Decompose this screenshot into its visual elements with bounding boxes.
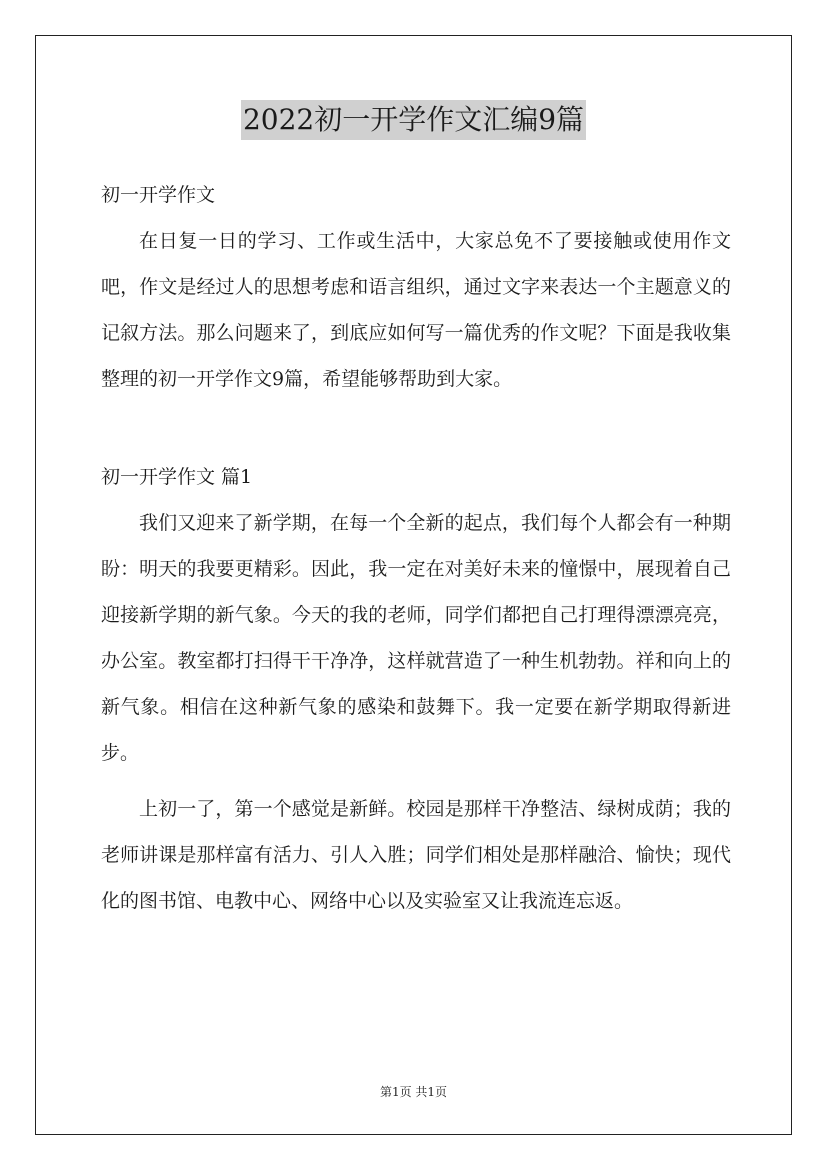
section-1-paragraph-1: 我们又迎来了新学期，在每一个全新的起点，我们每个人都会有一种期盼：明天的我要更精彩。因此，我一定在对美好未来的憧憬中，展现着自己迎接新学期的新气象。今天的我的老师，同学们都把自己打理得漂漂亮亮，办公室。教室都打扫得干干净净，这样就营造了一种生机勃勃。祥和向上的新气象。相信在这种新气象的感染和鼓舞下。我一定要在新学期取得新进步。 bbox=[101, 512, 731, 764]
section-1-paragraph-2: 上初一了，第一个感觉是新鲜。校园是那样干净整洁、绿树成荫；我的老师讲课是那样富有活力、引人入胜；同学们相处是那样融洽、愉快；现代化的图书馆、电教中心、网络中心以及实验室又让我流连忘返。 bbox=[101, 798, 731, 912]
document-body bbox=[101, 172, 731, 924]
page-number: 第1页 共1页 bbox=[379, 1085, 448, 1099]
document-title: 2022初一开学作文汇编9篇 bbox=[241, 100, 586, 140]
page-footer bbox=[0, 1083, 827, 1100]
intro-paragraph: 在日复一日的学习、工作或生活中，大家总免不了要接触或使用作文吧，作文是经过人的思想考虑和语言组织，通过文字来表达一个主题意义的记叙方法。那么问题来了，到底应如何写一篇优秀的作文呢？下面是我收集整理的初一开学作文9篇，希望能够帮助到大家。 bbox=[101, 230, 731, 390]
intro-heading: 初一开学作文 bbox=[101, 184, 216, 206]
section-1-heading: 初一开学作文 篇1 bbox=[101, 466, 253, 488]
section-spacer bbox=[101, 402, 731, 448]
title-container bbox=[0, 100, 827, 140]
